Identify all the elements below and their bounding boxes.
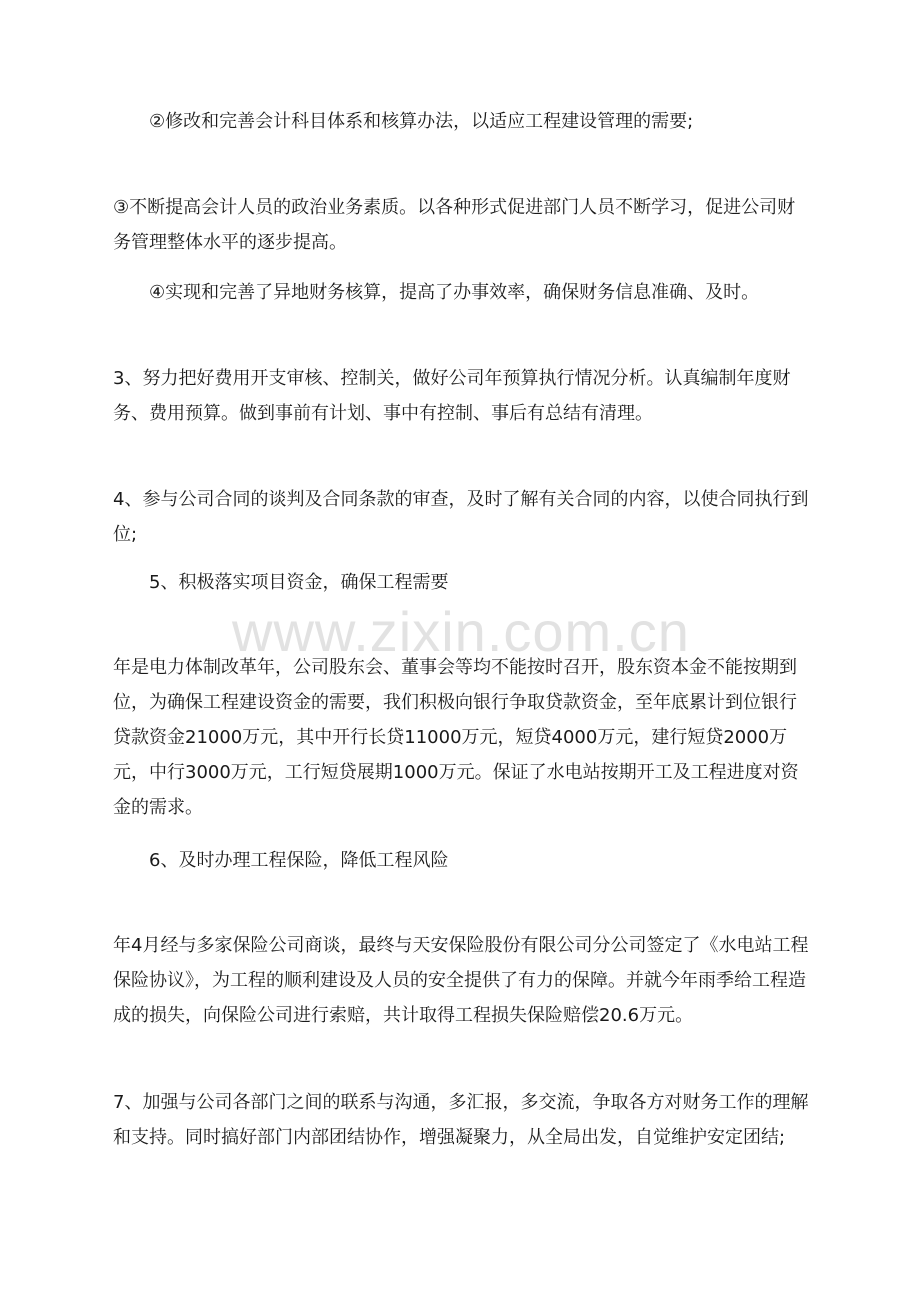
paragraph-section-5-body: 年是电力体制改革年，公司股东会、董事会等均不能按时召开，股东资本金不能按期到位，为确保工程建设资金的需要，我们积极向银行争取贷款资金，至年底累计到位银行贷款资金21000万元，其中开行长贷11000万元，短贷4000万元，建行短贷2000万元，中行3000万元，工行短贷展期1000万元。保证了水电站按期开工及工程进度对资金的需求。	[113, 657, 799, 818]
heading-section-5: 5、积极落实项目资金，确保工程需要	[149, 572, 449, 593]
paragraph-section-6-body: 年4月经与多家保险公司商谈，最终与天安保险股份有限公司分公司签定了《水电站工程保险协议》，为工程的顺利建设及人员的安全提供了有力的保障。并就今年雨季给工程造成的损失，向保险公司进行索赔，共计取得工程损失保险赔偿20.6万元。	[113, 935, 809, 1026]
paragraph-item-2: ②修改和完善会计科目体系和核算办法，以适应工程建设管理的需要;	[149, 111, 694, 132]
paragraph-item-3: ③不断提高会计人员的政治业务素质。以各种形式促进部门人员不断学习，促进公司财务管理整体水平的逐步提高。	[113, 197, 796, 253]
paragraph-section-4: 4、参与公司合同的谈判及合同条款的审查，及时了解有关合同的内容，以使合同执行到位;	[113, 489, 809, 545]
paragraph-section-7: 7、加强与公司各部门之间的联系与沟通，多汇报，多交流，争取各方对财务工作的理解和支持。同时搞好部门内部团结协作，增强凝聚力，从全局出发，自觉维护安定团结;	[113, 1092, 809, 1148]
watermark-text: www.zixin.com.cn	[232, 600, 690, 663]
paragraph-item-4: ④实现和完善了异地财务核算，提高了办事效率，确保财务信息准确、及时。	[149, 282, 760, 303]
paragraph-section-3: 3、努力把好费用开支审核、控制关，做好公司年预算执行情况分析。认真编制年度财务、费用预算。做到事前有计划、事中有控制、事后有总结有清理。	[113, 368, 791, 424]
heading-section-6: 6、及时办理工程保险，降低工程风险	[149, 850, 449, 871]
